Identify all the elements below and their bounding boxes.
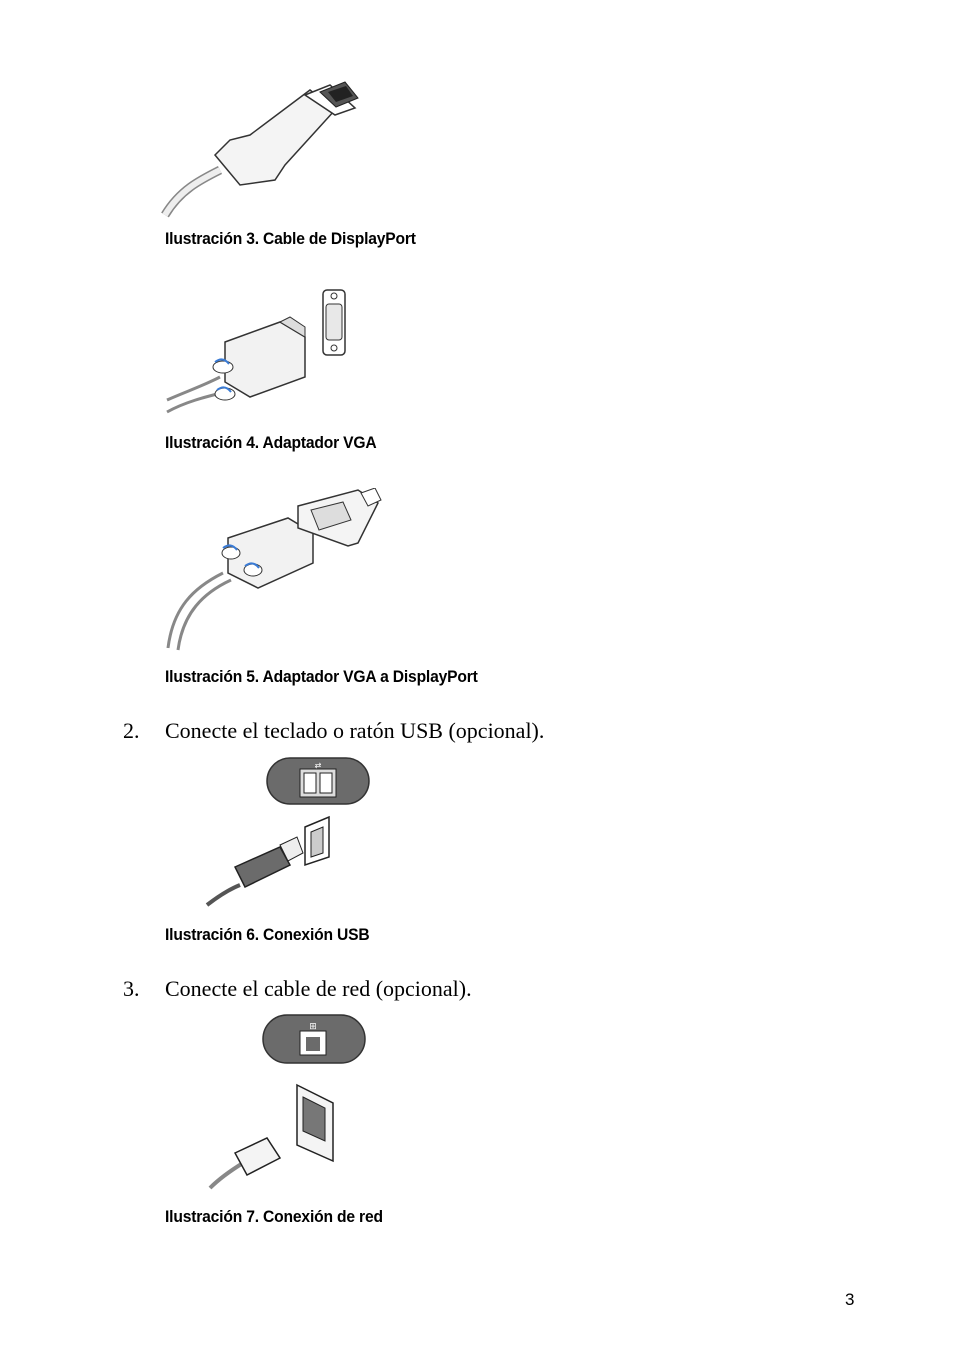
figure-caption: Ilustración 6. Conexión USB xyxy=(165,925,370,944)
vga-adapter-illustration xyxy=(165,282,365,422)
step-text: Conecte el cable de red (opcional). xyxy=(165,976,472,1001)
svg-text:⊞: ⊞ xyxy=(309,1022,317,1032)
page-number: 3 xyxy=(845,1290,855,1309)
step-number: 2. xyxy=(123,718,140,743)
step-3 xyxy=(123,976,472,1002)
step-text: Conecte el teclado o ratón USB (opcional). xyxy=(165,718,545,743)
step-number: 3. xyxy=(123,976,140,1001)
usb-connection-illustration xyxy=(205,757,375,912)
step-2 xyxy=(123,718,544,744)
figure-caption: Ilustración 5. Adaptador VGA a DisplayPort xyxy=(165,667,478,686)
figure-caption: Ilustración 4. Adaptador VGA xyxy=(165,433,377,452)
figure-caption: Ilustración 7. Conexión de red xyxy=(165,1207,383,1226)
svg-text:⇄: ⇄ xyxy=(314,761,322,770)
figure-caption: Ilustración 3. Cable de DisplayPort xyxy=(165,229,416,248)
network-connection-illustration xyxy=(205,1013,370,1193)
displayport-cable-illustration xyxy=(160,80,370,220)
vga-to-displayport-adapter-illustration xyxy=(163,488,383,653)
